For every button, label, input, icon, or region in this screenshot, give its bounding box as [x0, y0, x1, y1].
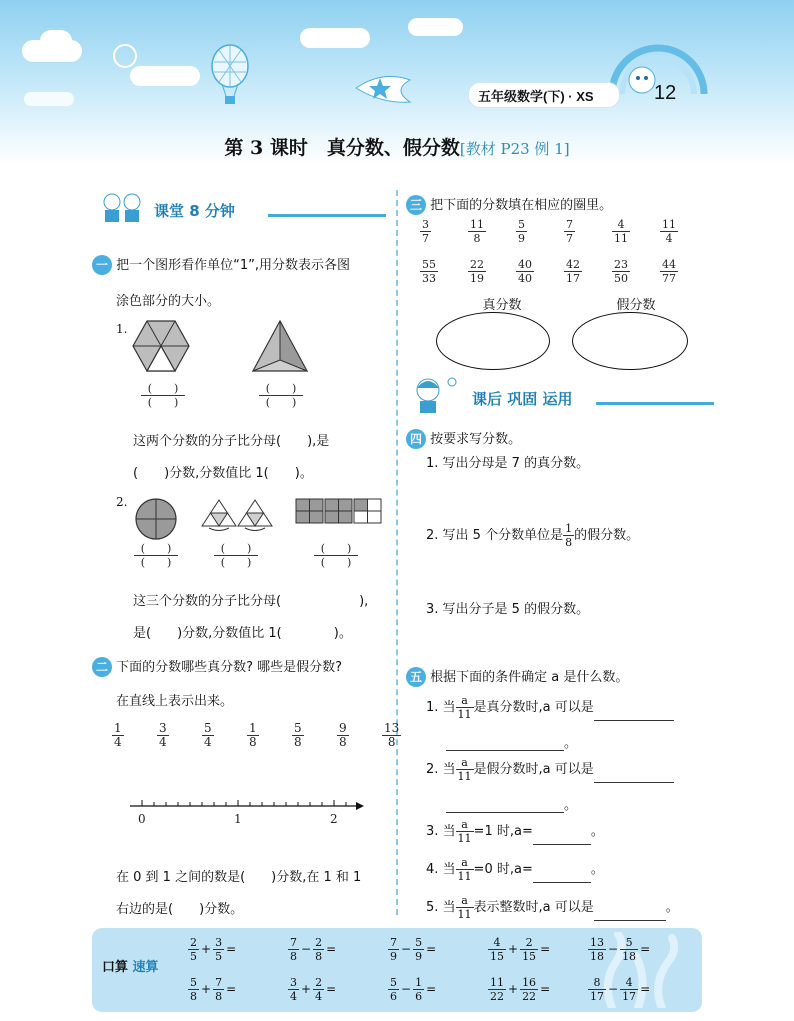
axis-tick-label: 1	[234, 812, 242, 826]
fraction: $\frac{4}{15}$	[490, 936, 504, 963]
fraction: $\frac{9}{8}$	[339, 721, 347, 749]
question-5-item-2: 2. 当 $\frac{a}{11}$ 是假分数时,a 可以是	[426, 756, 674, 783]
banner-rule	[596, 402, 714, 405]
answer-blank[interactable]	[594, 907, 666, 921]
lesson-title-line	[0, 133, 794, 160]
fraction: $\frac{2}{15}$	[522, 936, 537, 963]
calc-row	[188, 976, 688, 1006]
sub-label: 1.	[116, 322, 128, 336]
question-5-item-3: 3. 当 $\frac{a}{11}$ =1 时,a= 。	[426, 818, 604, 845]
question-2-line-2: 在直线上表示出来。	[116, 694, 234, 709]
answer-blank[interactable]	[594, 707, 674, 721]
fraction: $\frac{5}{8}$	[190, 976, 197, 1003]
circle-shape	[134, 497, 178, 541]
cloud-decoration	[130, 66, 200, 86]
sub1-line-1: 这两个分数的分子比分母( ),是	[133, 434, 330, 449]
sub2-line-1: 这三个分数的分子比分母( ),	[133, 594, 369, 609]
question-4-item-1: 1. 写出分母是 7 的真分数。	[426, 456, 590, 471]
question-5-item-1: 1. 当 $\frac{a}{11}$ 是真分数时,a 可以是	[426, 694, 674, 721]
fraction-row	[420, 258, 710, 292]
question-5-item-4: 4. 当 $\frac{a}{11}$ =0 时,a= 。	[426, 856, 604, 883]
calc-item: $\frac{7}{9}$ − $\frac{5}{9}$ =	[390, 936, 437, 963]
calc-row	[188, 936, 688, 966]
cloud-decoration	[40, 30, 72, 52]
cloud-decoration	[408, 18, 463, 36]
answer-fraction-blank[interactable]: ( ) ( )	[259, 382, 303, 409]
fraction: $\frac{5}{18}$	[622, 936, 637, 963]
fraction: $\frac{23}{50}$	[614, 258, 628, 285]
fraction: $\frac{44}{77}$	[662, 258, 676, 285]
proper-fraction-label: 真分数	[482, 298, 522, 313]
fraction: $\frac{1}{8}$	[249, 721, 257, 749]
question-1-line-2: 涂色部分的大小。	[116, 294, 221, 309]
fraction: $\frac{8}{17}$	[590, 976, 604, 1003]
fraction: $\frac{11}{22}$	[490, 976, 504, 1003]
answer-blank[interactable]	[594, 769, 674, 783]
label-fast: 速算	[132, 960, 159, 975]
fraction: $\frac{3}{5}$	[215, 936, 223, 963]
calc-item: $\frac{13}{18}$ − $\frac{5}{18}$ =	[590, 936, 651, 963]
question-badge: 四	[406, 429, 426, 449]
kids-mascot-icon	[98, 190, 148, 224]
fraction-row	[420, 218, 710, 252]
question-2-bottom-2: 右边的是( )分数。	[116, 902, 244, 917]
question-5-item-5: 5. 当 $\frac{a}{11}$ 表示整数时,a 可以是 。	[426, 894, 679, 921]
fraction: $\frac{3}{4}$	[159, 721, 167, 749]
fraction: $\frac{40}{40}$	[518, 258, 532, 285]
question-badge: 三	[406, 195, 426, 215]
book-title: 五年级数学(下) · XS	[478, 89, 594, 104]
question-3-line	[406, 194, 612, 215]
question-badge: 五	[406, 667, 426, 687]
answer-blank[interactable]	[446, 737, 564, 751]
question-text: 根据下面的条件确定 a 是什么数。	[430, 670, 629, 685]
fraction: $\frac{5}{9}$	[518, 218, 525, 245]
question-text: 下面的分数哪些真分数? 哪些是假分数?	[116, 660, 343, 675]
question-4-line	[406, 428, 521, 449]
answer-blank[interactable]	[533, 831, 591, 845]
fraction: $\frac{13}{18}$	[590, 936, 604, 963]
banner-label: 课堂 8 分钟	[154, 202, 235, 220]
question-2-bottom-1: 在 0 到 1 之间的数是( )分数,在 1 和 1	[116, 870, 362, 885]
question-4-item-3: 3. 写出分子是 5 的假分数。	[426, 602, 590, 617]
mental-math-title	[102, 956, 159, 975]
question-4-item-2: 2. 写出 5 个分数单位是 $\frac{1}{8}$ 的假分数。	[426, 522, 640, 549]
fraction: $\frac{2}{4}$	[315, 976, 323, 1003]
cloud-decoration	[24, 92, 74, 106]
section-banner-after-class	[404, 384, 714, 412]
banner-rule	[268, 214, 386, 217]
fraction: $\frac{3}{7}$	[422, 218, 429, 245]
fraction: $\frac{3}{4}$	[290, 976, 297, 1003]
question-2-line-1	[92, 656, 342, 677]
question-badge: 二	[92, 657, 112, 677]
fraction: $\frac{16}{22}$	[522, 976, 537, 1003]
cloud-decoration	[300, 28, 370, 48]
calc-item: $\frac{5}{6}$ − $\frac{1}{6}$ =	[390, 976, 437, 1003]
page-number: 12	[654, 82, 677, 104]
star-kite-icon	[352, 68, 414, 108]
rectangles-shape	[294, 497, 384, 531]
question-badge: 一	[92, 255, 112, 275]
question-1-line-1	[92, 254, 350, 275]
label-oral: 口算	[102, 960, 129, 975]
fraction: $\frac{7}{8}$	[290, 936, 297, 963]
question-5-item-1-cont: 。	[446, 732, 577, 751]
fraction: $\frac{2}{8}$	[315, 936, 323, 963]
calc-item: $\frac{5}{8}$ + $\frac{7}{8}$ =	[190, 976, 237, 1003]
fraction: $\frac{11}{4}$	[662, 218, 676, 245]
fraction: $\frac{22}{19}$	[470, 258, 484, 285]
fraction: $\frac{11}{8}$	[470, 218, 484, 245]
fraction: $\frac{13}{8}$	[384, 721, 400, 749]
triangles-shape	[199, 498, 279, 532]
question-text: 把下面的分数填在相应的圈里。	[430, 198, 613, 213]
fraction: $\frac{55}{33}$	[422, 258, 436, 285]
fraction: $\frac{1}{4}$	[114, 721, 122, 749]
sub1-line-2: ( )分数,分数值比 1( )。	[133, 466, 313, 481]
fraction: $\frac{4}{11}$	[614, 218, 628, 245]
answer-blank[interactable]	[446, 799, 564, 813]
question-5-line	[406, 666, 628, 687]
fraction: $\frac{2}{5}$	[190, 936, 197, 963]
answer-fraction-blank[interactable]: ( ) ( )	[214, 542, 258, 569]
sub2-line-2: 是( )分数,分数值比 1( )。	[133, 626, 352, 641]
improper-fraction-circle[interactable]	[572, 312, 688, 370]
banner-label: 课后 巩固 运用	[472, 390, 573, 408]
fraction: $\frac{7}{9}$	[390, 936, 397, 963]
fraction: $\frac{5}{9}$	[415, 936, 423, 963]
calc-item: $\frac{3}{4}$ + $\frac{2}{4}$ =	[290, 976, 337, 1003]
triangle-shape	[250, 318, 310, 374]
calc-item: $\frac{4}{15}$ + $\frac{2}{15}$ =	[490, 936, 551, 963]
improper-fraction-label: 假分数	[616, 298, 656, 313]
fraction: $\frac{1}{6}$	[415, 976, 423, 1003]
fraction-list	[112, 721, 400, 756]
calc-item: $\frac{7}{8}$ − $\frac{2}{8}$ =	[290, 936, 337, 963]
axis-tick-label: 2	[330, 812, 338, 826]
question-text: 把一个图形看作单位“1”,用分数表示各图	[116, 258, 351, 273]
fraction: $\frac{5}{4}$	[204, 721, 212, 749]
answer-fraction-blank[interactable]: ( ) ( )	[314, 542, 358, 569]
textbook-reference: [教材 P23 例 1]	[459, 140, 570, 158]
calc-item: $\frac{11}{22}$ + $\frac{16}{22}$ =	[490, 976, 551, 1003]
axis-tick-label: 0	[138, 812, 146, 826]
column-divider	[396, 190, 398, 915]
fraction: $\frac{5}{8}$	[294, 721, 302, 749]
section-banner-class	[98, 196, 388, 224]
sub-label: 2.	[116, 495, 128, 509]
mental-math-panel	[92, 928, 702, 1012]
question-text: 按要求写分数。	[430, 432, 522, 447]
lesson-title: 第 3 课时 真分数、假分数	[224, 137, 460, 159]
answer-fraction-blank[interactable]: ( ) ( )	[141, 382, 185, 409]
fraction: $\frac{7}{7}$	[566, 218, 573, 245]
calc-item: $\frac{8}{17}$ − $\frac{4}{17}$ =	[590, 976, 651, 1003]
fraction: $\frac{42}{17}$	[566, 258, 580, 285]
proper-fraction-circle[interactable]	[436, 312, 550, 370]
girl-mascot-icon	[408, 376, 462, 416]
fraction: $\frac{5}{6}$	[390, 976, 397, 1003]
unit-fraction: $\frac{1}{8}$	[565, 522, 573, 549]
sun-icon	[113, 44, 137, 68]
fraction: $\frac{4}{17}$	[622, 976, 637, 1003]
question-5-item-2-cont: 。	[446, 794, 577, 813]
answer-blank[interactable]	[533, 869, 591, 883]
calc-item: $\frac{2}{5}$ + $\frac{3}{5}$ =	[190, 936, 237, 963]
hexagon-shape	[130, 318, 192, 374]
axis-labels	[124, 812, 374, 828]
fraction: $\frac{7}{8}$	[215, 976, 223, 1003]
hot-air-balloon-icon	[205, 44, 255, 108]
answer-fraction-blank[interactable]: ( ) ( )	[134, 542, 178, 569]
